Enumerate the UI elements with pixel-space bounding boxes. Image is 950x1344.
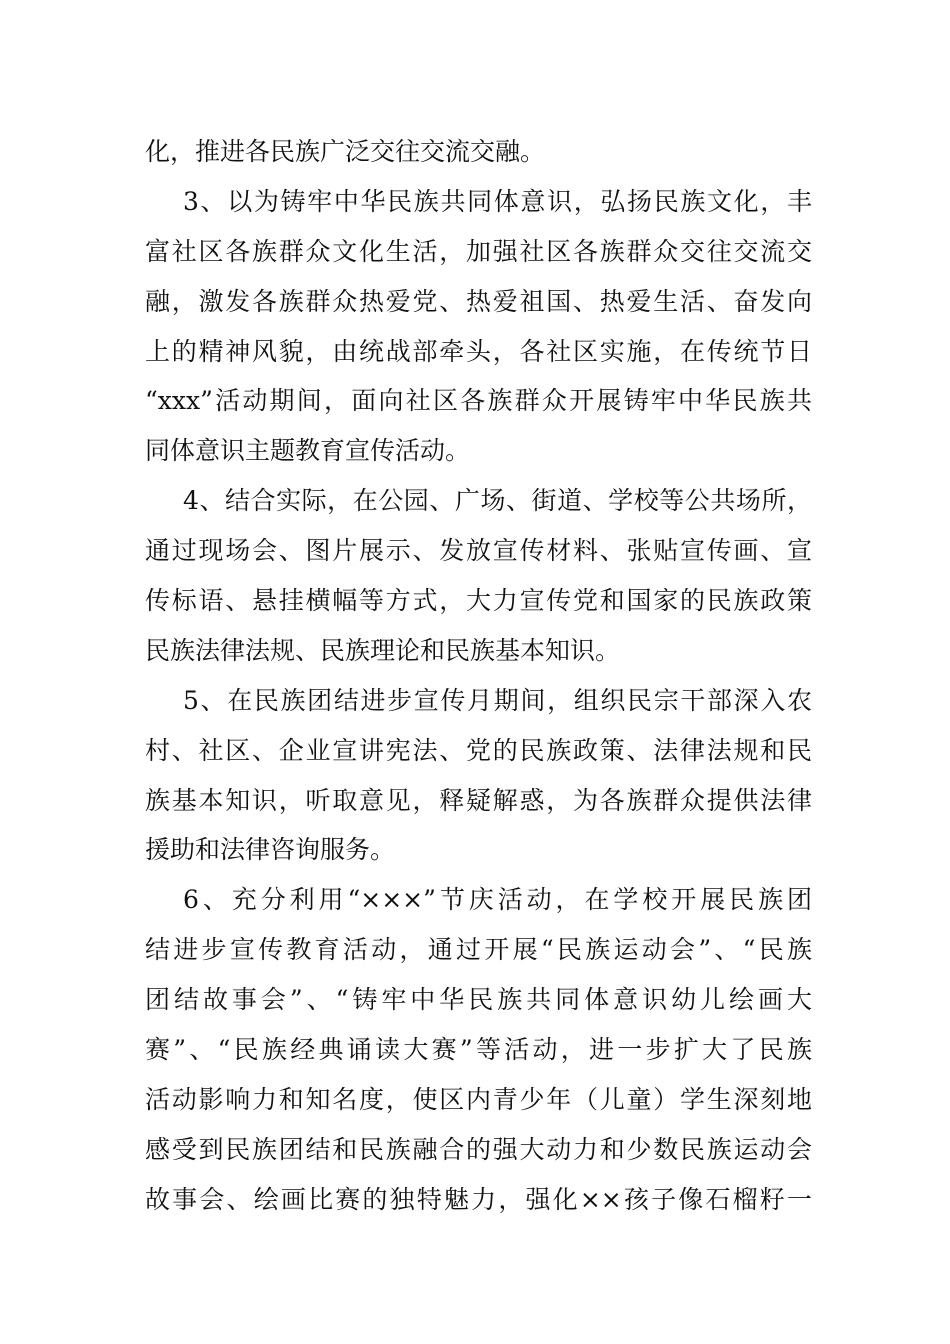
- paragraph-3-line: 3、以为铸牢中华民族共同体意识，弘扬民族文化，丰: [183, 186, 812, 216]
- paragraph-5-line: 村、社区、企业宣讲宪法、党的民族政策、法律法规和民: [145, 735, 812, 765]
- paragraph-5-line: 族基本知识，听取意见，释疑解惑，为各族群众提供法律: [145, 785, 812, 815]
- paragraph-6-line: 活动影响力和知名度，使区内青少年（儿童）学生深刻地: [145, 1084, 812, 1114]
- paragraph-3-line: 上的精神风貌，由统战部牵头，各社区实施，在传统节日: [145, 336, 812, 366]
- paragraph-6-line: 故事会、绘画比赛的独特魅力，强化××孩子像石榴籽一: [145, 1184, 812, 1214]
- paragraph-6-line: 感受到民族团结和民族融合的强大动力和少数民族运动会: [145, 1134, 812, 1164]
- paragraph-3-line: 融，激发各族群众热爱党、热爱祖国、热爱生活、奋发向: [145, 286, 812, 316]
- paragraph-3-line: 同体意识主题教育宣传活动。: [145, 436, 471, 466]
- paragraph-5-line: 援助和法律咨询服务。: [145, 835, 396, 865]
- paragraph-6-line: 团结故事会”、“铸牢中华民族共同体意识幼儿绘画大: [145, 985, 812, 1015]
- paragraph-4-line: 传标语、悬挂横幅等方式，大力宣传党和国家的民族政策: [145, 586, 812, 616]
- paragraph-3-line: “xxx”活动期间，面向社区各族群众开展铸牢中华民族共: [145, 386, 812, 416]
- paragraph-4-line: 4、结合实际，在公园、广场、街道、学校等公共场所，: [183, 486, 812, 516]
- document-page: [145, 127, 812, 1225]
- paragraph-4-line: 民族法律法规、民族理论和民族基本知识。: [145, 635, 621, 665]
- paragraph-6-line: 赛”、“民族经典诵读大赛”等活动，进一步扩大了民族: [145, 1035, 812, 1065]
- paragraph-6-line: 6、充分利用“×××”节庆活动，在学校开展民族团: [183, 885, 812, 915]
- paragraph-4-line: 通过现场会、图片展示、发放宣传材料、张贴宣传画、宣: [145, 536, 812, 566]
- paragraph-5-line: 5、在民族团结进步宣传月期间，组织民宗干部深入农: [183, 685, 812, 715]
- paragraph-3-line: 富社区各族群众文化生活，加强社区各族群众交往交流交: [145, 236, 812, 266]
- paragraph-6-line: 结进步宣传教育活动，通过开展“民族运动会”、“民族: [145, 935, 812, 965]
- paragraph-2-end-line: 化，推进各民族广泛交往交流交融。: [145, 137, 546, 166]
